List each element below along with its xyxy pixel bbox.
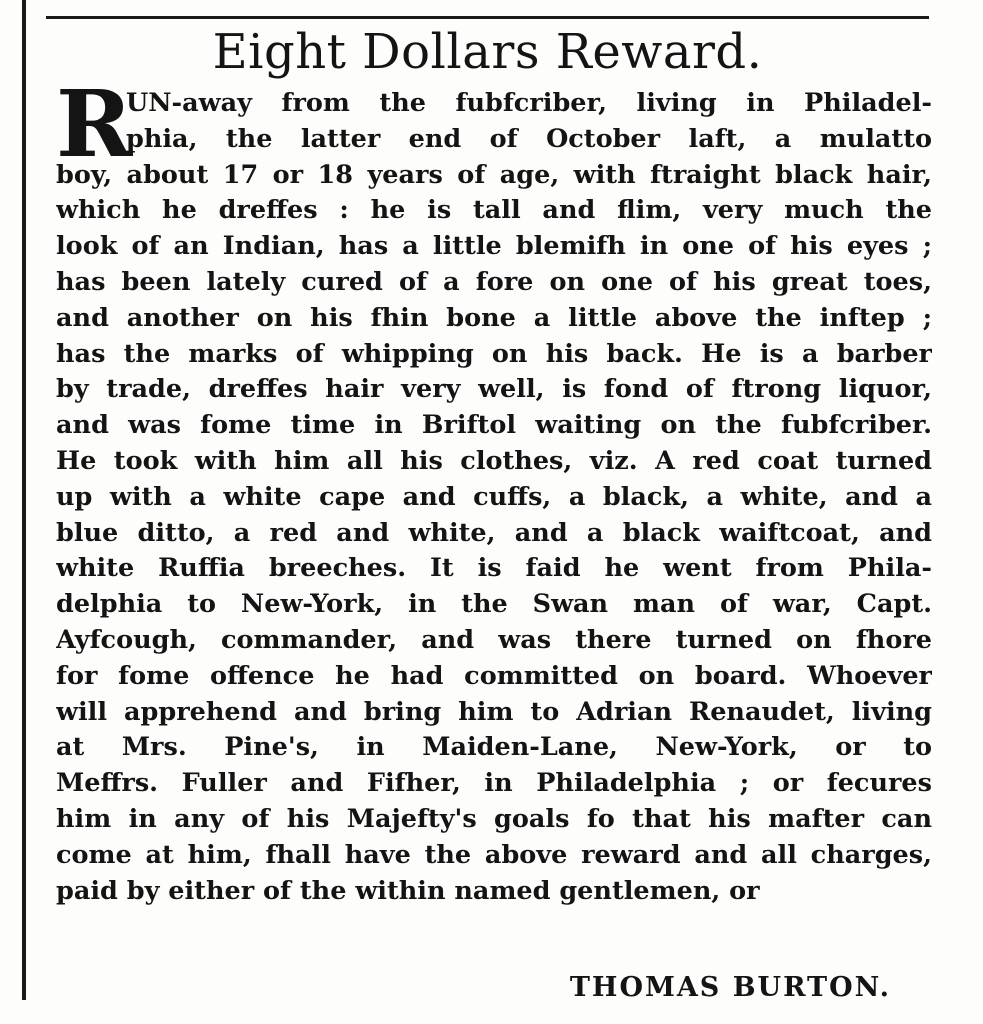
text-line: blue ditto, a red and white, and a black waiftcoat, and [56, 517, 932, 548]
text-line: boy, about 17 or 18 years of age, with ftraight black hair, [56, 159, 932, 190]
advertisement-heading: Eight Dollars Reward. [212, 24, 763, 80]
drop-cap: R [56, 70, 133, 178]
text-line: by trade, dreffes hair very well, is fond of ftrong liquor, [56, 374, 932, 405]
column-left-rule [22, 0, 26, 1000]
text-line: him in any of his Majefty's goals fo that his mafter can [56, 803, 932, 834]
text-line: at Mrs. Pine's, in Maiden-Lane, New-York, or to [56, 732, 932, 763]
text-line: has the marks of whipping on his back. He is a barber [56, 338, 932, 369]
text-line: and another on his fhin bone a little above the inftep ; [56, 302, 932, 333]
text-line: Meffrs. Fuller and Fifher, in Philadelphia ; or fecures [56, 768, 932, 799]
text-line: and was fome time in Briftol waiting on the fubfcriber. [56, 410, 932, 441]
text-line: look of an Indian, has a little blemifh in one of his eyes ; [56, 231, 932, 262]
text-line: up with a white cape and cuffs, a black, a white, and a [56, 481, 932, 512]
text-line: which he dreffes : he is tall and flim, very much the [56, 195, 932, 226]
text-line: come at him, fhall have the above reward and all charges, [56, 839, 932, 870]
text-line: white Ruffia breeches. It is faid he went from Phila- [56, 553, 932, 584]
text-line: Ayfcough, commander, and was there turned on fhore [56, 624, 932, 655]
text-line: UN-away from the fubfcriber, living in Philadel- [126, 88, 932, 118]
text-line: has been lately cured of a fore on one of his great toes, [56, 266, 932, 297]
text-line: He took with him all his clothes, viz. A red coat turned [56, 445, 932, 476]
text-line: delphia to New-York, in the Swan man of war, Capt. [56, 589, 932, 620]
column-top-rule [46, 16, 929, 19]
text-line: phia, the latter end of October laft, a mulatto [126, 123, 932, 154]
text-line: paid by either of the within named gentlemen, or [56, 875, 760, 906]
advertisement-body [56, 70, 932, 909]
signature: THOMAS BURTON. [569, 972, 891, 1003]
text-line: will apprehend and bring him to Adrian Renaudet, living [56, 696, 932, 727]
text-line: for fome offence he had committed on board. Whoever [56, 660, 932, 691]
